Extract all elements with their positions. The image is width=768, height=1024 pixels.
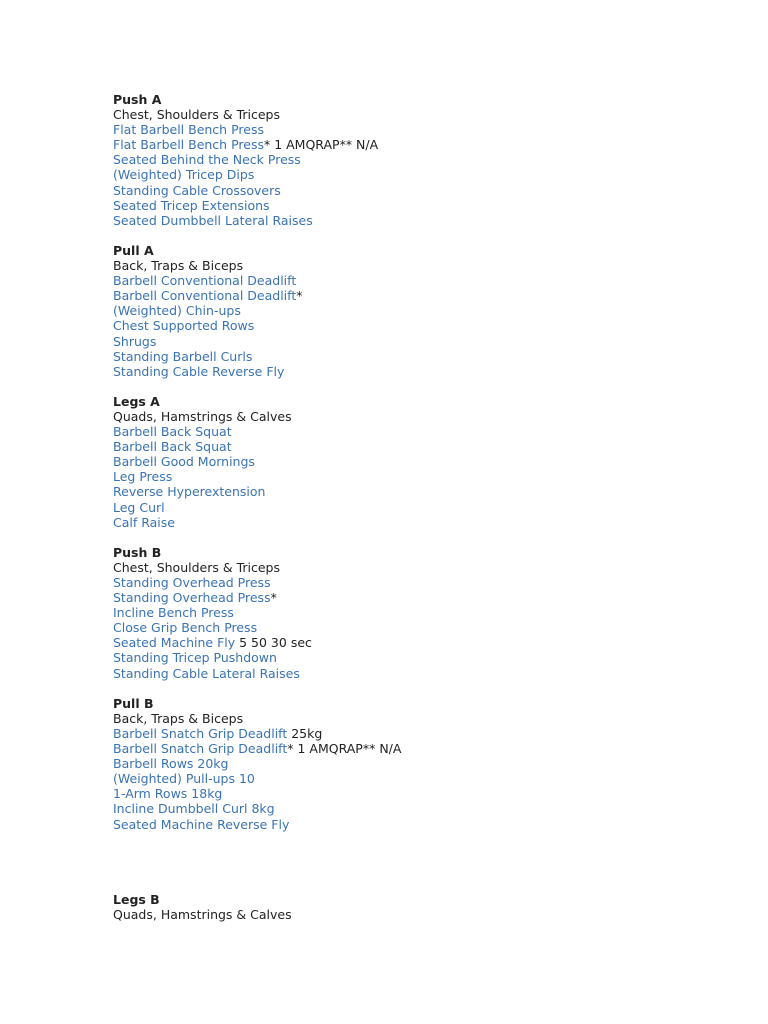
exercise-row	[113, 198, 713, 213]
section-push-a	[113, 92, 713, 228]
exercise-link[interactable]: Standing Cable Crossovers	[113, 182, 281, 198]
exercise-row	[113, 635, 713, 650]
section-legs-a	[113, 394, 713, 530]
exercise-link[interactable]: Leg Press	[113, 469, 173, 485]
exercise-row	[113, 620, 713, 635]
exercise-link[interactable]: (Weighted) Tricep Dips	[113, 167, 255, 183]
exercise-row	[113, 801, 713, 816]
exercise-link[interactable]: Standing Overhead Press	[113, 575, 271, 590]
exercise-row	[113, 137, 713, 152]
exercise-link[interactable]: (Weighted) Pull-ups 10	[113, 771, 255, 787]
section-title: Pull A	[113, 242, 154, 258]
section-title: Pull B	[113, 695, 154, 711]
exercise-row	[113, 122, 713, 137]
exercise-row	[113, 439, 713, 454]
exercise-row	[113, 318, 713, 333]
exercise-link[interactable]: Seated Behind the Neck Press	[113, 152, 301, 168]
exercise-link[interactable]: Barbell Back Squat	[113, 439, 232, 455]
exercise-link[interactable]: Chest Supported Rows	[113, 318, 255, 334]
exercise-row	[113, 213, 713, 228]
exercise-row	[113, 484, 713, 499]
exercise-link[interactable]: Close Grip Bench Press	[113, 620, 258, 636]
exercise-note: *	[296, 288, 303, 304]
exercise-link[interactable]: Barbell Back Squat	[113, 424, 232, 440]
exercise-row	[113, 771, 713, 786]
section-subtitle: Chest, Shoulders & Triceps	[113, 107, 280, 123]
exercise-link[interactable]: Standing Barbell Curls	[113, 348, 253, 364]
exercise-link[interactable]: Flat Barbell Bench Press	[113, 122, 264, 138]
section-legs-b	[113, 892, 713, 922]
exercise-row	[113, 334, 713, 349]
exercise-row	[113, 726, 713, 741]
exercise-link[interactable]: Calf Raise	[113, 514, 175, 530]
section-pull-b	[113, 696, 713, 832]
exercise-row	[113, 650, 713, 665]
exercise-link[interactable]: 1-Arm Rows 18kg	[113, 786, 223, 802]
section-title: Push A	[113, 92, 162, 107]
exercise-row	[113, 167, 713, 182]
exercise-row	[113, 364, 713, 379]
exercise-row	[113, 303, 713, 318]
exercise-row	[113, 590, 713, 605]
exercise-link[interactable]: Seated Machine Fly	[113, 635, 236, 651]
section-title: Legs B	[113, 891, 160, 907]
exercise-row	[113, 817, 713, 832]
exercise-link[interactable]: Standing Cable Reverse Fly	[113, 363, 285, 379]
exercise-row	[113, 349, 713, 364]
exercise-row	[113, 183, 713, 198]
exercise-row	[113, 454, 713, 469]
exercise-link[interactable]: Seated Machine Reverse Fly	[113, 816, 290, 832]
section-subtitle: Chest, Shoulders & Triceps	[113, 559, 280, 575]
exercise-link[interactable]: Incline Dumbbell Curl 8kg	[113, 801, 275, 817]
exercise-row	[113, 741, 713, 756]
exercise-row	[113, 500, 713, 515]
section-subtitle: Back, Traps & Biceps	[113, 258, 244, 274]
exercise-row	[113, 756, 713, 771]
exercise-note: *	[270, 590, 277, 606]
exercise-row	[113, 575, 713, 590]
exercise-link[interactable]: Barbell Snatch Grip Deadlift	[113, 741, 288, 757]
section-title: Legs A	[113, 393, 160, 409]
exercise-link[interactable]: Shrugs	[113, 333, 157, 349]
exercise-link[interactable]: Standing Overhead Press	[113, 590, 271, 606]
exercise-link[interactable]: Barbell Conventional Deadlift	[113, 288, 297, 304]
exercise-note: 5 50 30 sec	[235, 635, 312, 651]
exercise-row	[113, 424, 713, 439]
exercise-link[interactable]: Seated Tricep Extensions	[113, 197, 270, 213]
exercise-link[interactable]: (Weighted) Chin-ups	[113, 303, 241, 319]
exercise-note: 25kg	[287, 725, 323, 741]
exercise-row	[113, 273, 713, 288]
exercise-link[interactable]: Flat Barbell Bench Press	[113, 137, 264, 153]
exercise-row	[113, 786, 713, 801]
exercise-link[interactable]: Incline Bench Press	[113, 605, 234, 621]
section-push-b	[113, 545, 713, 681]
exercise-link[interactable]: Leg Curl	[113, 499, 165, 515]
exercise-row	[113, 288, 713, 303]
workout-document	[113, 92, 713, 937]
exercise-row	[113, 515, 713, 530]
exercise-row	[113, 152, 713, 167]
section-title: Push B	[113, 544, 162, 560]
exercise-link[interactable]: Barbell Rows 20kg	[113, 756, 229, 772]
exercise-link[interactable]: Barbell Good Mornings	[113, 454, 255, 470]
exercise-link[interactable]: Reverse Hyperextension	[113, 484, 266, 500]
exercise-link[interactable]: Standing Tricep Pushdown	[113, 650, 277, 666]
exercise-link[interactable]: Barbell Conventional Deadlift	[113, 273, 297, 289]
exercise-row	[113, 469, 713, 484]
exercise-link[interactable]: Standing Cable Lateral Raises	[113, 665, 300, 681]
section-subtitle: Quads, Hamstrings & Calves	[113, 906, 292, 922]
exercise-row	[113, 605, 713, 620]
section-pull-a	[113, 243, 713, 379]
exercise-link[interactable]: Barbell Snatch Grip Deadlift	[113, 725, 288, 741]
exercise-link[interactable]: Seated Dumbbell Lateral Raises	[113, 212, 313, 228]
exercise-note: * 1 AMQRAP** N/A	[263, 137, 379, 153]
exercise-note: * 1 AMQRAP** N/A	[287, 741, 402, 757]
section-subtitle: Quads, Hamstrings & Calves	[113, 408, 292, 424]
section-subtitle: Back, Traps & Biceps	[113, 710, 244, 726]
exercise-row	[113, 666, 713, 681]
